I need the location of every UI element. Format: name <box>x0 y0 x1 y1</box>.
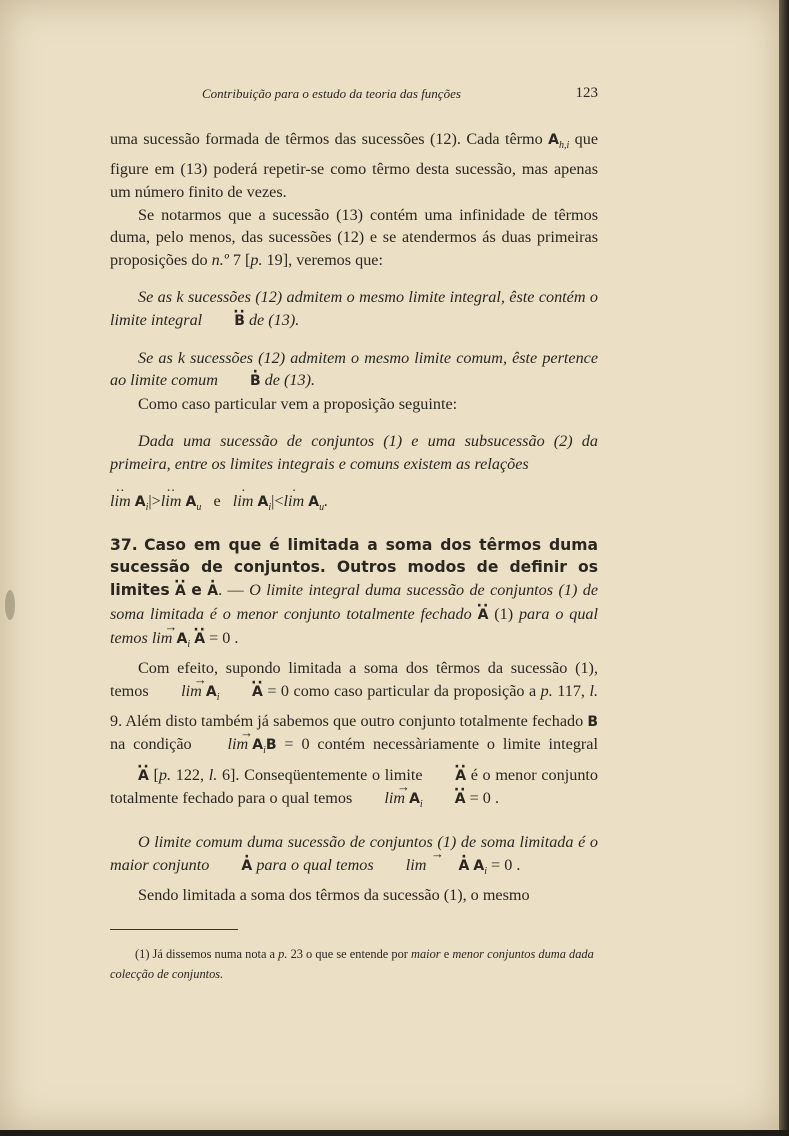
proposition-common-limit-sum: O limite comum duma sucessão de conjuntos (1) de soma limitada é o maior conjunto · A para o qual temos → lim · A $A_i = 0$ . <box>110 831 598 884</box>
paragraph-1: uma sucessão formada de têrmos das sucessões (12). Cada têrmo $A_{h,i}$ que figure em (13) poderá repetir-se como têrmo desta sucessão, mas apenas um número finito de vezes. <box>110 130 599 201</box>
proposition-common-limit: Se as k sucessões (12) admitem o mesmo limite comum, êste pertence ao limite comum · B de (13). <box>110 347 598 394</box>
footnote-ref: (1) <box>494 605 514 624</box>
page-bottom-shadow <box>0 1130 789 1136</box>
paragraph-proof: Com efeito, supondo limitada a soma dos têrmos da sucessão (1), temos → $\lim A_i \cdot\cdot A = 0$ como caso particular da proposição a p. 117, l. 9. Além disto também já sabemos que outro conjunto totalmente fechado B na condição → $\lim A_iB = 0$ contém necessàriamente o limite integral ·· A [p. 122, l. 6]. Conseqüentemente o limite ·· A é o menor conjunto totalmente fechado para o qual temos → $\lim A_i \cdot\cdot A = 0$ . <box>110 657 598 817</box>
proposition-integral-limit: Se as k sucessões (12) admitem o mesmo limite integral, êste contém o limite integral ·· B de (13). <box>110 286 598 333</box>
paragraph-2: Se notarmos que a sucessão (13) contém uma infinidade de têrmos duma, pelo menos, das sucessões (12) e se atendermos ás duas primeiras proposições do n.º 7 [p. 19], veremos que: <box>110 205 598 270</box>
paper-stain <box>5 590 15 620</box>
relations-formula: ·· $\lim A_i|>\cdot\cdot \lim A_u$ $e \cdot \lim A_i|<\cdot \lim A_u$. <box>110 490 598 520</box>
footnote-rule <box>110 929 238 930</box>
paragraph-particular-case: Como caso particular vem a proposição seguinte: <box>138 395 458 414</box>
footnote: (1) Já dissemos numa nota a p. 23 o que se entende por maior e menor conjuntos duma dada colecção de conjuntos. <box>110 947 594 981</box>
section-title: Caso em que é limitada a soma dos têrmos duma sucessão de conjuntos. Outros modos de definir os limites <box>110 535 599 600</box>
page-body <box>110 128 598 907</box>
page-edge-shadow <box>779 0 789 1136</box>
paragraph-last-line: Sendo limitada a soma dos têrmos da sucessão (1), o mesmo <box>138 886 530 905</box>
page-header <box>110 86 598 106</box>
running-head: Contribuição para o estudo da teoria das funções <box>202 86 461 101</box>
proposition-subsequence: Dada uma sucessão de conjuntos (1) e uma subsucessão (2) da primeira, entre os limites integrais e comuns existem as relações <box>110 432 598 473</box>
section-number: 37. <box>110 535 138 554</box>
page-number: 123 <box>575 85 598 101</box>
section-37: 37. Caso em que é limitada a soma dos têrmos duma sucessão de conjuntos. Outros modos de definir os limites ·· A e · A. — O limite integral duma sucessão de conjuntos (1) de soma limitada é o menor conjunto totalmente fechado ·· A (1) para o qual temos → $\lim A_i \cdot\cdot A = 0$ . <box>110 534 598 657</box>
